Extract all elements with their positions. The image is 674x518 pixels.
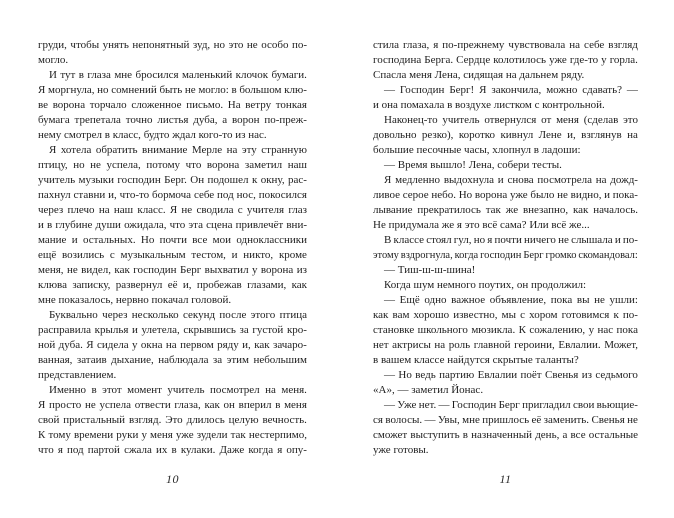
- text-line: в вашем классе найдутся скрытые таланты?: [373, 354, 579, 366]
- text-line: Именно в этот момент учитель посмотрел на меня.: [49, 384, 307, 396]
- text-line: и она помахала в воздухе листком с контрольной.: [373, 99, 605, 111]
- text-line: могло.: [38, 54, 69, 66]
- text-line: Буквально через несколько секунд после этого птица: [49, 309, 307, 321]
- text-line: Спасла меня Лена, сидящая на дальнем ряду.: [373, 69, 585, 81]
- text-line: расправила крылья и улетела, скрывшись за густой кро-: [38, 324, 307, 336]
- text-line: довольно резко), коротко кивнул Лене и, взглянув на: [373, 129, 638, 141]
- text-line: И тут в глаза мне бросился маленький клочок бумаги.: [49, 69, 307, 81]
- text-line: нему смотрел в класс, будто ждал кого-то из нас.: [38, 129, 267, 141]
- paragraph: [373, 39, 638, 84]
- paragraph: [373, 399, 638, 459]
- text-line: как вам хорошо известно, мы с хором готовимся к по-: [373, 309, 638, 321]
- text-line: лывание прекратилось так же внезапно, как началось.: [373, 204, 638, 216]
- text-line: Я хотела обратить внимание Мерле на эту странную: [49, 144, 307, 156]
- text-line: ещё возились с музыкальным тестом, и никто, кроме: [38, 249, 307, 261]
- text-line: — Но ведь партию Евлалии поёт Свенья из седьмого: [384, 369, 638, 381]
- text-line: Я моргнула, но сомнений быть не могло: в большом клю-: [38, 84, 307, 96]
- text-line: нет актрисы на роль главной героини, Евлалии. Может,: [373, 339, 638, 351]
- paragraph: [38, 309, 307, 384]
- page-number-left: 10: [166, 472, 179, 486]
- paragraph: [373, 159, 638, 174]
- text-line: через плечо на наш класс. Я не сводила с учителя глаз: [38, 204, 307, 216]
- paragraph: [373, 294, 638, 369]
- text-line: большие песочные часы, хлопнул в ладоши:: [373, 144, 581, 156]
- text-line: что я под партой сжала их в кулаки. Даже когда я опу-: [38, 444, 307, 456]
- text-line: Когда шум немного поутих, он продолжил:: [384, 279, 586, 291]
- text-line: груди, чтобы унять непонятный зуд, но это не особо по-: [38, 39, 307, 51]
- text-line: Не придумала же я это всё сама? Или всё же...: [373, 219, 590, 231]
- paragraph: [373, 369, 638, 399]
- text-line: представлением.: [38, 369, 117, 381]
- text-line: ливое серое небо. Но ворона уже было не видно, и пока-: [373, 189, 638, 201]
- paragraph: [38, 39, 307, 69]
- page-number-right: 11: [499, 472, 512, 486]
- text-line: меня, не видел, как господин Берг выхватил у ворона из: [38, 264, 307, 276]
- text-line: уже готовы.: [373, 444, 429, 456]
- text-line: и в глубине души ожидала, что эта сцена привлечёт вни-: [38, 219, 307, 231]
- paragraph: [373, 234, 638, 264]
- text-line: — Тиш-ш-ш-шина!: [384, 264, 476, 276]
- text-line: ной дуба. Я сидела у окна на первом ряду и, как зачаро-: [38, 339, 307, 351]
- text-line: этому вздрогнула, когда господин Берг громко скомандовал:: [373, 249, 638, 261]
- text-line: — Господин Берг! Я закончила, можно сдавать? —: [384, 84, 638, 96]
- text-line: учитель музыки господин Берг. Он подошел к окну, рас-: [38, 174, 307, 186]
- text-line: мание и остальных. Но почти все мои одноклассники: [38, 234, 307, 246]
- paragraph: [373, 174, 638, 234]
- text-line: птицу, но не успела, потому что ворона заметил наш: [38, 159, 307, 171]
- text-line: становке школьного мюзикла. К сожалению, у нас пока: [373, 324, 638, 336]
- text-line: пахнул ставни и, что-то бормоча себе под нос, покосился: [38, 189, 307, 201]
- left-page: [38, 0, 307, 518]
- text-line: — Время вышло! Лена, собери тесты.: [384, 159, 562, 171]
- text-line: ве ворона торчало сложенное письмо. На ветру тонкая: [38, 99, 307, 111]
- text-line: мне показалось, нервно покачал головой.: [38, 294, 232, 306]
- text-line: Я просто не успела отвести глаза, как он вперил в меня: [38, 399, 307, 411]
- text-line: В классе стоял гул, но я почти ничего не слышала и по-: [384, 234, 638, 246]
- text-line: Наконец-то учитель отвернулся от меня (сделав это: [384, 114, 638, 126]
- right-page-text: [373, 39, 638, 459]
- paragraph: [373, 279, 638, 294]
- text-line: сможет выступить в назначенный день, а все остальные: [373, 429, 638, 441]
- left-page-text: [38, 39, 307, 459]
- text-line: бумага трепетала точно листья дуба, а ворон по-преж-: [38, 114, 307, 126]
- paragraph: [373, 84, 638, 114]
- text-line: — Уже нет. — Господин Берг пригладил свои вьющие-: [384, 399, 638, 411]
- text-line: стила глаза, я по-прежнему чувствовала на себе взгляд: [373, 39, 638, 51]
- text-line: — Ещё одно важное объявление, пока вы не ушли:: [384, 294, 638, 306]
- text-line: свой пристальный взгляд. Это длилось целую вечность.: [38, 414, 307, 426]
- text-line: К тому времени руки у меня уже зудели так нестерпимо,: [38, 429, 307, 441]
- paragraph: [373, 264, 638, 279]
- text-line: клюва записку, развернул её и, пробежав глазами, как: [38, 279, 307, 291]
- paragraph: [38, 144, 307, 309]
- paragraph: [373, 114, 638, 159]
- text-line: «А», — заметил Йонас.: [373, 384, 484, 396]
- paragraph: [38, 69, 307, 144]
- text-line: господина Берга. Сердце колотилось уже где-то у горла.: [373, 54, 638, 66]
- right-page: [373, 0, 638, 518]
- text-line: ванная, затаив дыхание, наблюдала за этим небольшим: [38, 354, 307, 366]
- text-line: ся волосы. — Увы, мне пришлось её заменить. Свенья не: [373, 414, 638, 426]
- paragraph: [38, 384, 307, 459]
- text-line: Я медленно выдохнула и снова посмотрела на дожд-: [384, 174, 638, 186]
